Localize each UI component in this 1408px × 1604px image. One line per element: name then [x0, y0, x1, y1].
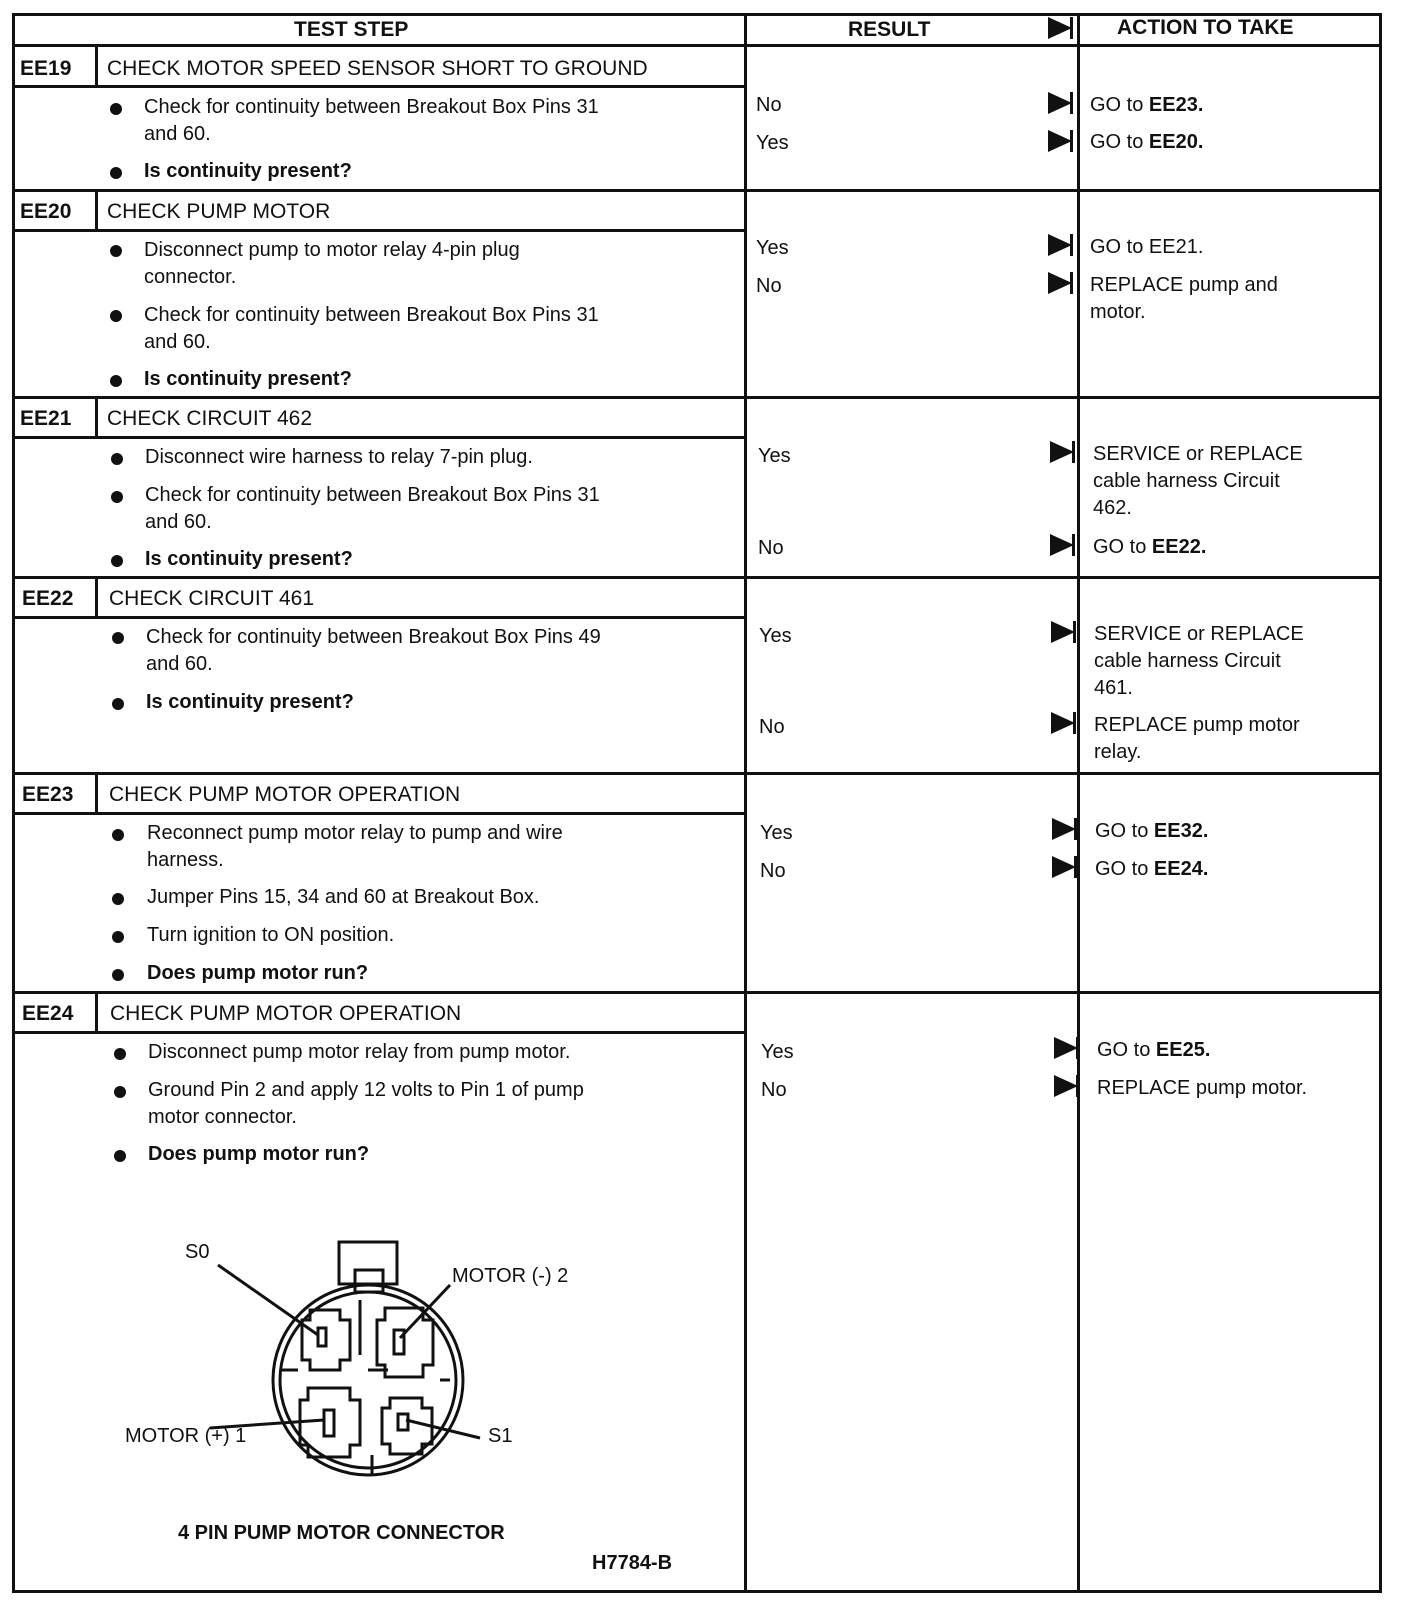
- instruction-line: Check for continuity between Breakout Box Pins 49: [146, 626, 601, 648]
- result-arrow-icon: [1054, 1037, 1078, 1059]
- instruction-line: connector.: [144, 266, 237, 288]
- step-separator: [12, 772, 1382, 775]
- instruction-line: Reconnect pump motor relay to pump and wire: [147, 822, 563, 844]
- instruction-question: Does pump motor run?: [147, 962, 369, 984]
- action-text: GO to EE20.: [1090, 131, 1204, 153]
- result-value: Yes: [756, 237, 789, 259]
- result-arrow-icon: [1051, 712, 1075, 734]
- result-arrow-icon: [1052, 856, 1076, 878]
- title-underline: [12, 229, 746, 232]
- action-text: GO to EE25.: [1097, 1039, 1211, 1061]
- bullet-icon: [112, 698, 124, 710]
- bullet-icon: [111, 491, 123, 503]
- result-value: No: [761, 1079, 787, 1101]
- result-value: Yes: [761, 1041, 794, 1063]
- leader-line: [406, 1420, 480, 1438]
- action-text: cable harness Circuit: [1093, 470, 1280, 492]
- step-title: CHECK CIRCUIT 462: [107, 407, 312, 430]
- figure-caption: 4 PIN PUMP MOTOR CONNECTOR: [178, 1522, 505, 1544]
- label-motor-pos: MOTOR (+) 1: [125, 1425, 247, 1447]
- instruction-line: Disconnect pump to motor relay 4-pin plug: [144, 239, 520, 261]
- table-left-border: [12, 13, 15, 1593]
- action-text: relay.: [1094, 741, 1142, 763]
- action-text: REPLACE pump and: [1090, 274, 1278, 296]
- bullet-icon: [111, 453, 123, 465]
- instruction-line: Check for continuity between Breakout Box Pins 31: [144, 304, 599, 326]
- bullet-icon: [110, 310, 122, 322]
- bullet-icon: [112, 931, 124, 943]
- instruction-question: Is continuity present?: [146, 691, 354, 713]
- instruction-line: Turn ignition to ON position.: [147, 924, 395, 946]
- bullet-icon: [110, 245, 122, 257]
- header-result: RESULT: [848, 18, 931, 41]
- step-title: CHECK PUMP MOTOR: [107, 200, 331, 223]
- action-column-divider: [1077, 13, 1080, 1593]
- step-title: CHECK MOTOR SPEED SENSOR SHORT TO GROUND: [107, 57, 648, 80]
- result-value: No: [756, 275, 782, 297]
- action-text: motor.: [1090, 301, 1146, 323]
- bullet-icon: [111, 555, 123, 567]
- label-s0: S0: [185, 1241, 210, 1263]
- result-value: No: [759, 716, 785, 738]
- result-arrow-icon: [1048, 272, 1072, 294]
- step-id: EE22: [22, 587, 74, 610]
- step-title: CHECK PUMP MOTOR OPERATION: [110, 1002, 462, 1025]
- header-arrow-icon: [1048, 17, 1072, 39]
- bullet-icon: [112, 829, 124, 841]
- pump-motor-connector-diagram: [110, 1230, 630, 1500]
- result-value: Yes: [756, 132, 789, 154]
- header-test-step: TEST STEP: [294, 18, 409, 41]
- action-text: GO to EE21.: [1090, 236, 1204, 258]
- label-s1: S1: [488, 1425, 513, 1447]
- id-divider: [95, 44, 98, 87]
- instruction-line: motor connector.: [148, 1106, 297, 1128]
- result-arrow-icon: [1051, 621, 1075, 643]
- pin-s0: [318, 1328, 326, 1346]
- result-value: Yes: [759, 625, 792, 647]
- pin-motor-pos: [324, 1410, 334, 1436]
- title-underline: [12, 436, 746, 439]
- table-right-border: [1379, 13, 1382, 1593]
- bullet-icon: [112, 893, 124, 905]
- instruction-line: harness.: [147, 849, 224, 871]
- step-id: EE23: [22, 783, 74, 806]
- instruction-question: Is continuity present?: [144, 368, 352, 390]
- instruction-line: Check for continuity between Breakout Box Pins 31: [144, 96, 599, 118]
- result-value: Yes: [760, 822, 793, 844]
- header-action: ACTION TO TAKE: [1117, 16, 1294, 39]
- figure-code: H7784-B: [592, 1552, 673, 1574]
- action-text: GO to EE22.: [1093, 536, 1207, 558]
- result-column-divider: [744, 13, 747, 1593]
- title-underline: [12, 812, 746, 815]
- action-text: GO to EE24.: [1095, 858, 1209, 880]
- connector-housing-inner: [280, 1292, 456, 1468]
- instruction-line: Disconnect wire harness to relay 7-pin plug.: [145, 446, 533, 468]
- result-arrow-icon: [1048, 234, 1072, 256]
- bullet-icon: [112, 632, 124, 644]
- action-text: GO to EE32.: [1095, 820, 1209, 842]
- instruction-question: Is continuity present?: [144, 160, 352, 182]
- action-text: 462.: [1093, 497, 1132, 519]
- action-text: REPLACE pump motor.: [1097, 1077, 1308, 1099]
- id-divider: [95, 772, 98, 814]
- connector-latch-inner: [355, 1270, 383, 1292]
- bullet-icon: [112, 969, 124, 981]
- id-divider: [95, 189, 98, 231]
- action-text: GO to EE23.: [1090, 94, 1204, 116]
- instruction-line: and 60.: [146, 653, 213, 675]
- instruction-line: and 60.: [144, 331, 211, 353]
- result-value: No: [758, 537, 784, 559]
- step-id: EE20: [20, 200, 72, 223]
- bullet-icon: [110, 103, 122, 115]
- instruction-line: Ground Pin 2 and apply 12 volts to Pin 1 of pump: [148, 1079, 584, 1101]
- result-arrow-icon: [1048, 92, 1072, 114]
- instruction-line: Disconnect pump motor relay from pump motor.: [148, 1041, 571, 1063]
- step-id: EE21: [20, 407, 72, 430]
- bullet-icon: [110, 375, 122, 387]
- action-text: REPLACE pump motor: [1094, 714, 1300, 736]
- title-underline: [12, 85, 746, 88]
- step-title: CHECK CIRCUIT 461: [109, 587, 314, 610]
- action-text: cable harness Circuit: [1094, 650, 1281, 672]
- step-id: EE19: [20, 57, 72, 80]
- instruction-line: Check for continuity between Breakout Box Pins 31: [145, 484, 600, 506]
- step-separator: [12, 189, 1382, 192]
- pin-s1: [398, 1414, 408, 1430]
- id-divider: [95, 576, 98, 618]
- instruction-question: Is continuity present?: [145, 548, 353, 570]
- result-arrow-icon: [1052, 818, 1076, 840]
- bullet-icon: [110, 167, 122, 179]
- result-value: No: [760, 860, 786, 882]
- step-title: CHECK PUMP MOTOR OPERATION: [109, 783, 461, 806]
- instruction-line: and 60.: [144, 123, 211, 145]
- result-value: No: [756, 94, 782, 116]
- action-text: SERVICE or REPLACE: [1094, 623, 1304, 645]
- header-bottom-border: [12, 44, 1382, 47]
- step-separator: [12, 991, 1382, 994]
- bullet-icon: [114, 1150, 126, 1162]
- connector-latch: [339, 1242, 397, 1284]
- id-divider: [95, 396, 98, 438]
- table-bottom-border: [12, 1590, 1382, 1593]
- id-divider: [95, 991, 98, 1033]
- title-underline: [12, 616, 746, 619]
- step-separator: [12, 396, 1382, 399]
- bullet-icon: [114, 1048, 126, 1060]
- leader-line: [218, 1265, 318, 1335]
- title-underline: [12, 1031, 746, 1034]
- bullet-icon: [114, 1086, 126, 1098]
- result-arrow-icon: [1050, 534, 1074, 556]
- instruction-question: Does pump motor run?: [148, 1143, 370, 1165]
- instruction-line: and 60.: [145, 511, 212, 533]
- result-arrow-icon: [1054, 1075, 1078, 1097]
- step-id: EE24: [22, 1002, 74, 1025]
- action-text: 461.: [1094, 677, 1133, 699]
- instruction-line: Jumper Pins 15, 34 and 60 at Breakout Box.: [147, 886, 540, 908]
- label-motor-neg: MOTOR (-) 2: [452, 1265, 569, 1287]
- step-separator: [12, 576, 1382, 579]
- result-arrow-icon: [1050, 441, 1074, 463]
- result-arrow-icon: [1048, 130, 1072, 152]
- result-value: Yes: [758, 445, 791, 467]
- action-text: SERVICE or REPLACE: [1093, 443, 1303, 465]
